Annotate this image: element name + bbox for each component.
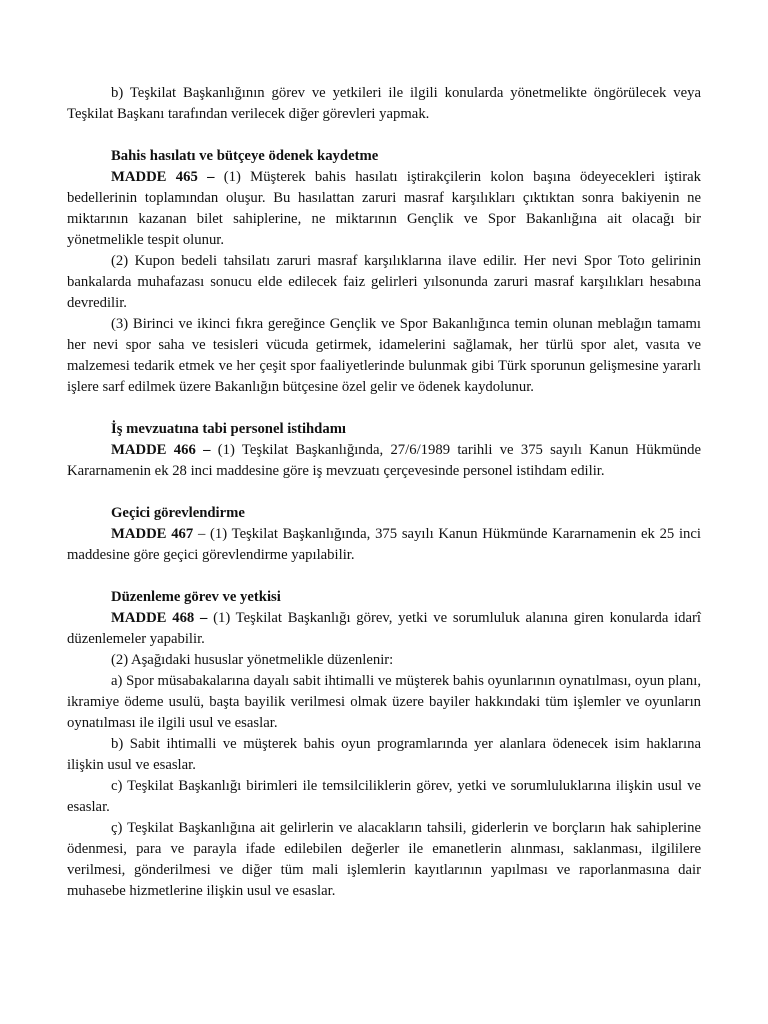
section-468-item-b: b) Sabit ihtimalli ve müşterek bahis oyun programlarında yer alanlara ödenecek isim haklarına ilişkin usul ve esaslar. bbox=[67, 736, 701, 773]
madde-465-text: (1) Müşterek bahis hasılatı iştirakçilerin kolon başına ödeyecekleri iştirak bedellerinin toplamından oluşur. Bu hasılattan zaruri masraf karşılıkları çıktıktan sonra bakiyenin ne miktarının kazanan bilet sahiplerine, ne miktarının Gençlik ve Spor Bakanlığına ait olacağı bir yönetmelikle tespit olunur. bbox=[67, 169, 701, 248]
intro-item-b: b) Teşkilat Başkanlığının görev ve yetkileri ile ilgili konularda yönetmelikte öngörülecek veya Teşkilat Başkanı tarafından verilecek diğer görevleri yapmak. bbox=[67, 85, 701, 122]
section-468-item-a: a) Spor müsabakalarına dayalı sabit ihtimalli ve müşterek bahis oyunlarının oynatılması, oyun planı, ikramiye ödeme usulü, başta bayilik verilmesi olmak üzere bayiler hakkındaki tüm işlemler ve oyunların oynatılması ile ilgili usul ve esaslar. bbox=[67, 673, 701, 731]
document-page bbox=[67, 83, 701, 902]
section-467-heading: Geçici görevlendirme bbox=[111, 505, 245, 521]
section-465-paragraph-2: (2) Kupon bedeli tahsilatı zaruri masraf karşılıklarına ilave edilir. Her nevi Spor Toto gelirinin bankalarda muhafazası sonucu elde edilecek faiz gelirleri yılsonunda zaruri masraf karşılıkları hesabına devredilir. bbox=[67, 253, 701, 311]
section-468-heading: Düzenleme görev ve yetkisi bbox=[111, 589, 281, 605]
section-466-paragraph-1 bbox=[67, 440, 701, 482]
section-468-paragraph-1 bbox=[67, 608, 701, 650]
section-468-item-c: c) Teşkilat Başkanlığı birimleri ile temsilciliklerin görev, yetki ve sorumluluklarına ilişkin usul ve esaslar. bbox=[67, 778, 701, 815]
section-465-heading: Bahis hasılatı ve bütçeye ödenek kaydetme bbox=[111, 148, 379, 164]
madde-465-label: MADDE 465 – bbox=[111, 169, 215, 185]
madde-468-text: (1) Teşkilat Başkanlığı görev, yetki ve sorumluluk alanına giren konularda idarî düzenlemeler yapabilir. bbox=[67, 610, 701, 647]
section-468-paragraph-2: (2) Aşağıdaki hususlar yönetmelikle düzenlenir: bbox=[111, 652, 394, 668]
madde-467-text: – (1) Teşkilat Başkanlığında, 375 sayılı Kanun Hükmünde Kararnamenin ek 25 inci maddesine göre geçici görevlendirme yapılabilir. bbox=[67, 526, 702, 563]
madde-468-label: MADDE 468 – bbox=[111, 610, 208, 626]
section-467-paragraph-1 bbox=[67, 524, 701, 566]
section-465-paragraph-3: (3) Birinci ve ikinci fıkra gereğince Gençlik ve Spor Bakanlığınca temin olunan meblağın tamamı her nevi spor saha ve tesisleri vücuda getirmek, idamelerini sağlamak, her türlü spor alet, vasıta ve malzemesi tedarik etmek ve her çeşit spor faaliyetlerinde bulunmak gibi Türk sporunun gelişmesine yararlı işlere sarf edilmek üzere Bakanlığın bütçesine özel gelir ve ödenek kaydolunur. bbox=[67, 316, 701, 395]
section-465-paragraph-1 bbox=[67, 167, 701, 251]
section-468-item-cc: ç) Teşkilat Başkanlığına ait gelirlerin ve alacakların tahsili, giderlerin ve borçların hak sahiplerine ödenmesi, para ve parayla ifade edilebilen değerler ile emanetlerin alınması, saklanması, ilgililere verilmesi, gönderilmesi ve diğer tüm mali işlemlerin kayıtlarının yapılması ve raporlanmasına dair muhasebe hizmetlerine ilişkin usul ve esaslar. bbox=[67, 820, 701, 899]
madde-467-label: MADDE 467 bbox=[111, 526, 194, 542]
madde-466-text: (1) Teşkilat Başkanlığında, 27/6/1989 tarihli ve 375 sayılı Kanun Hükmünde Kararnamenin ek 28 inci maddesine göre iş mevzuatı çerçevesinde personel istihdam edilir. bbox=[67, 442, 702, 479]
section-466-heading: İş mevzuatına tabi personel istihdamı bbox=[111, 421, 347, 437]
madde-466-label: MADDE 466 – bbox=[111, 442, 211, 458]
